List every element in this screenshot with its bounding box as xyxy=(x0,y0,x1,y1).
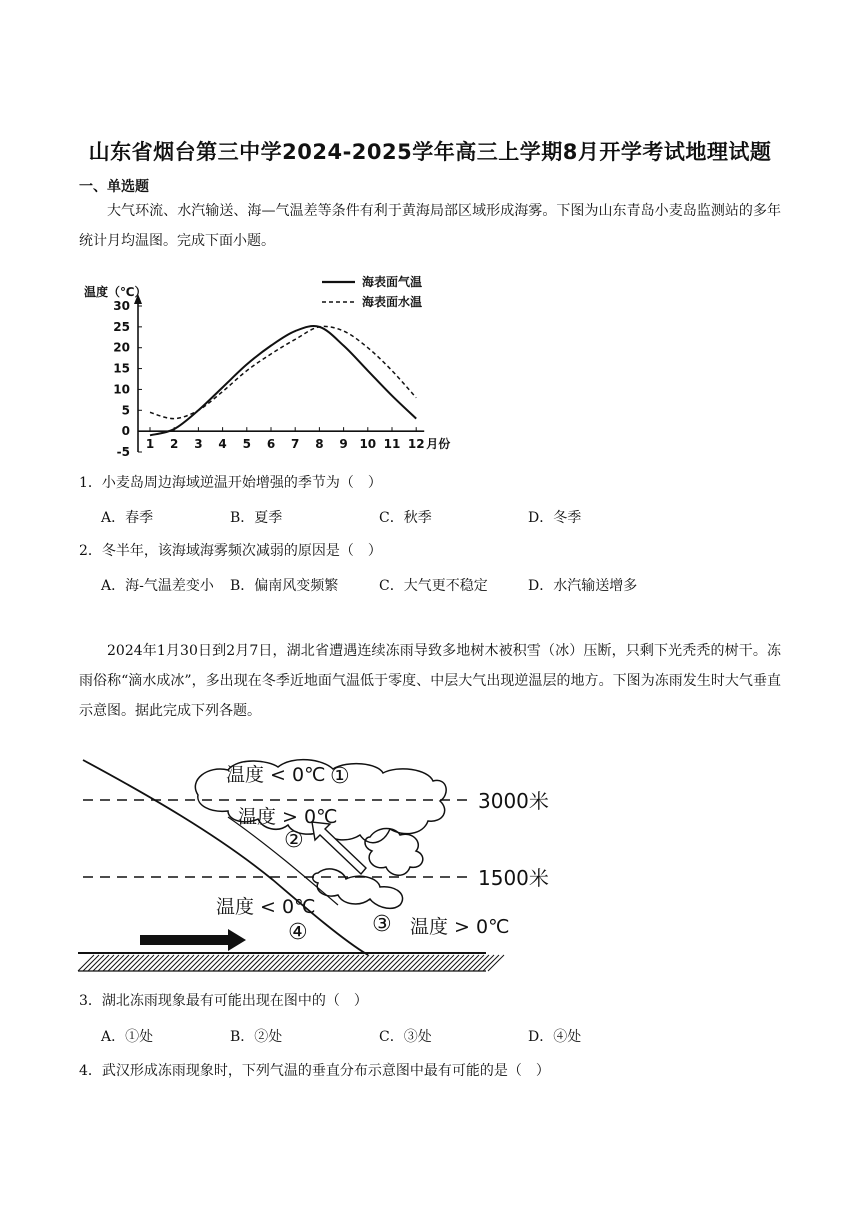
passage-1: 大气环流、水汽输送、海—气温差等条件有利于黄海局部区域形成海雾。下图为山东青岛小麦岛监测站的多年统计月均温图。完成下面小题。 xyxy=(79,203,781,249)
height-label-1500: 1500米 xyxy=(478,866,549,890)
q3-option-c[interactable]: C．③处 xyxy=(379,1029,432,1045)
y-tick-label: -5 xyxy=(116,445,130,459)
q3-option-d[interactable]: D．④处 xyxy=(528,1029,582,1045)
legend-label-1: 海表面气温 xyxy=(362,275,423,289)
y-tick-label: 15 xyxy=(113,361,130,376)
x-tick-label: 4 xyxy=(218,437,227,452)
temperature-line-chart xyxy=(80,270,451,460)
x-tick-label: 11 xyxy=(383,437,401,452)
label-zone-2: 温度 > 0℃ xyxy=(238,806,338,828)
question-4: 4．武汉形成冻雨现象时，下列气温的垂直分布示意图中最有可能的是（ ） xyxy=(79,1063,550,1079)
q1-option-a[interactable]: A．春季 xyxy=(101,510,154,526)
x-tick-label: 9 xyxy=(339,437,348,452)
section-heading: 一、单选题 xyxy=(79,179,149,195)
q1-option-d[interactable]: D．冬季 xyxy=(528,510,582,526)
side-cloud xyxy=(365,829,423,876)
wind-arrow xyxy=(140,929,246,951)
question-2: 2．冬半年，该海域海雾频次减弱的原因是（ ） xyxy=(79,543,382,559)
number-3: ③ xyxy=(372,912,392,937)
number-2: ② xyxy=(284,828,304,853)
q2-option-c[interactable]: C．大气更不稳定 xyxy=(379,578,488,594)
series-line-2 xyxy=(150,326,416,418)
y-tick-label: 30 xyxy=(113,299,130,313)
y-tick-label: 25 xyxy=(113,319,130,334)
x-tick-label: 10 xyxy=(359,437,377,452)
q2-option-d[interactable]: D．水汽输送增多 xyxy=(528,578,638,594)
y-axis-label: 温度（℃） xyxy=(84,285,147,299)
q1-option-b[interactable]: B．夏季 xyxy=(230,510,283,526)
q3-option-a[interactable]: A．①处 xyxy=(101,1029,154,1045)
question-3: 3．湖北冻雨现象最有可能出现在图中的（ ） xyxy=(79,993,368,1009)
x-tick-label: 2 xyxy=(170,437,179,452)
passage-2: 2024年1月30日到2月7日，湖北省遭遇连续冻雨导致多地树木被积雪（冰）压断，只剩下光秃秃的树干。冻雨俗称“滴水成冰”，多出现在冬季近地面气温低于零度、中层大气出现逆温层的地方。下图为冻雨发生时大气垂直示意图。据此完成下列各题。 xyxy=(79,643,781,719)
x-axis-label: 月份 xyxy=(426,437,451,452)
x-tick-label: 1 xyxy=(145,437,155,452)
y-tick-label: 10 xyxy=(113,382,130,397)
q3-option-b[interactable]: B．②处 xyxy=(230,1029,283,1045)
lower-cloud xyxy=(313,869,403,908)
series-line-1 xyxy=(150,326,416,435)
number-1: ① xyxy=(330,764,350,789)
legend-label-2: 海表面水温 xyxy=(362,295,423,309)
x-tick-label: 5 xyxy=(242,437,251,452)
x-tick-label: 6 xyxy=(266,437,276,452)
q2-option-b[interactable]: B．偏南风变频繁 xyxy=(230,578,339,594)
x-tick-label: 8 xyxy=(315,437,324,452)
q2-option-a[interactable]: A．海-气温差变小 xyxy=(101,578,214,594)
q1-option-c[interactable]: C．秋季 xyxy=(379,510,432,526)
label-zone-1: 温度 < 0℃ xyxy=(226,764,326,786)
label-zone-3-warm: 温度 > 0℃ xyxy=(410,916,510,938)
page-title: 山东省烟台第三中学2024-2025学年高三上学期8月开学考试地理试题 xyxy=(88,140,772,164)
x-tick-label: 3 xyxy=(194,437,203,452)
question-1: 1．小麦岛周边海域逆温开始增强的季节为（ ） xyxy=(79,475,382,491)
freezing-rain-diagram xyxy=(78,755,558,975)
number-4: ④ xyxy=(288,920,308,945)
y-tick-label: 0 xyxy=(121,424,130,439)
x-tick-label: 12 xyxy=(407,437,425,452)
front-line-outer xyxy=(83,760,368,955)
x-tick-label: 7 xyxy=(291,437,300,452)
height-label-3000: 3000米 xyxy=(478,789,549,813)
label-zone-4-cold: 温度 < 0℃ xyxy=(216,896,316,918)
ground-hatching xyxy=(78,955,504,971)
rising-air-arrow xyxy=(312,822,366,874)
y-tick-label: 5 xyxy=(121,403,130,418)
y-tick-label: 20 xyxy=(113,340,130,355)
